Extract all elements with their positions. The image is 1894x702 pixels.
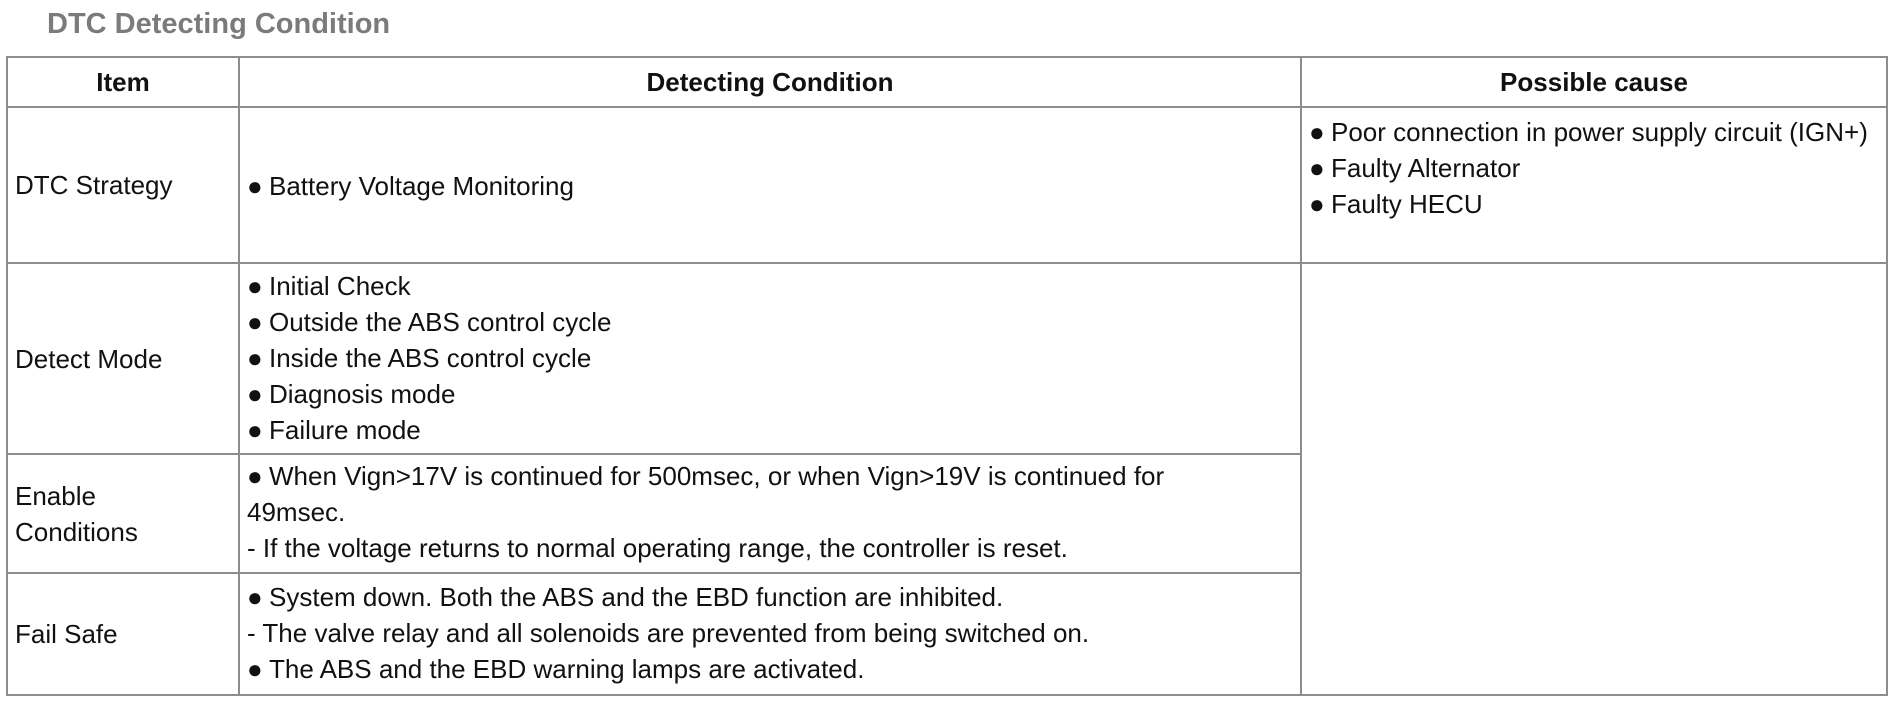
condition-line: - If the voltage returns to normal operating range, the controller is reset. [247, 533, 1068, 563]
condition-enable-conditions [240, 458, 1240, 566]
cause-item: ● Poor connection in power supply circuit (IGN+) [1309, 114, 1878, 150]
row-item-detect-mode [8, 264, 238, 453]
cause-item: ● Faulty HECU [1309, 186, 1878, 222]
condition-line: ● The ABS and the EBD warning lamps are activated. [247, 651, 1292, 687]
bullet-icon: ● [247, 415, 263, 445]
condition-detect-mode [240, 268, 1300, 448]
bullet-icon: ● [247, 271, 263, 301]
bullet-icon: ● [247, 171, 263, 201]
item-label: Fail Safe [15, 619, 118, 649]
header-divider [8, 106, 1886, 108]
row-divider-1 [8, 262, 1886, 264]
row-item-enable-conditions [8, 455, 238, 572]
bullet-icon: ● [247, 461, 263, 491]
condition-line: ● Battery Voltage Monitoring [247, 168, 1292, 204]
condition-line: ● Diagnosis mode [247, 376, 1292, 412]
bullet-icon: ● [247, 654, 263, 684]
condition-fail-safe [240, 579, 1300, 687]
row-item-dtc-strategy [8, 108, 238, 262]
condition-line: ● System down. Both the ABS and the EBD function are inhibited. [247, 579, 1292, 615]
bullet-icon: ● [1309, 153, 1325, 183]
condition-line: ● Initial Check [247, 268, 1292, 304]
header-item: Item [96, 67, 150, 97]
header-detecting-condition: Detecting Condition [646, 67, 894, 97]
bullet-icon: ● [247, 343, 263, 373]
cause-item: ● Faulty Alternator [1309, 150, 1878, 186]
condition-line: ● Outside the ABS control cycle [247, 304, 1292, 340]
item-label: DTC Strategy [15, 170, 173, 200]
dtc-table [6, 56, 1888, 696]
item-label: Detect Mode [15, 343, 163, 374]
bullet-icon: ● [247, 582, 263, 612]
bullet-icon: ● [1309, 189, 1325, 219]
bullet-icon: ● [1309, 117, 1325, 147]
possible-cause-list [1302, 114, 1886, 222]
condition-line: - The valve relay and all solenoids are prevented from being switched on. [247, 618, 1090, 648]
row-item-fail-safe [8, 574, 238, 694]
condition-line: ● Inside the ABS control cycle [247, 340, 1292, 376]
condition-line: ● Failure mode [247, 412, 1292, 448]
item-label: Enable Conditions [15, 480, 138, 547]
condition-dtc-strategy [240, 168, 1300, 204]
page-title: DTC Detecting Condition [47, 8, 391, 40]
condition-line: ● When Vign>17V is continued for 500msec, or when Vign>19V is continued for 49msec. [247, 458, 1232, 530]
bullet-icon: ● [247, 307, 263, 337]
header-possible-cause: Possible cause [1500, 67, 1688, 97]
bullet-icon: ● [247, 379, 263, 409]
